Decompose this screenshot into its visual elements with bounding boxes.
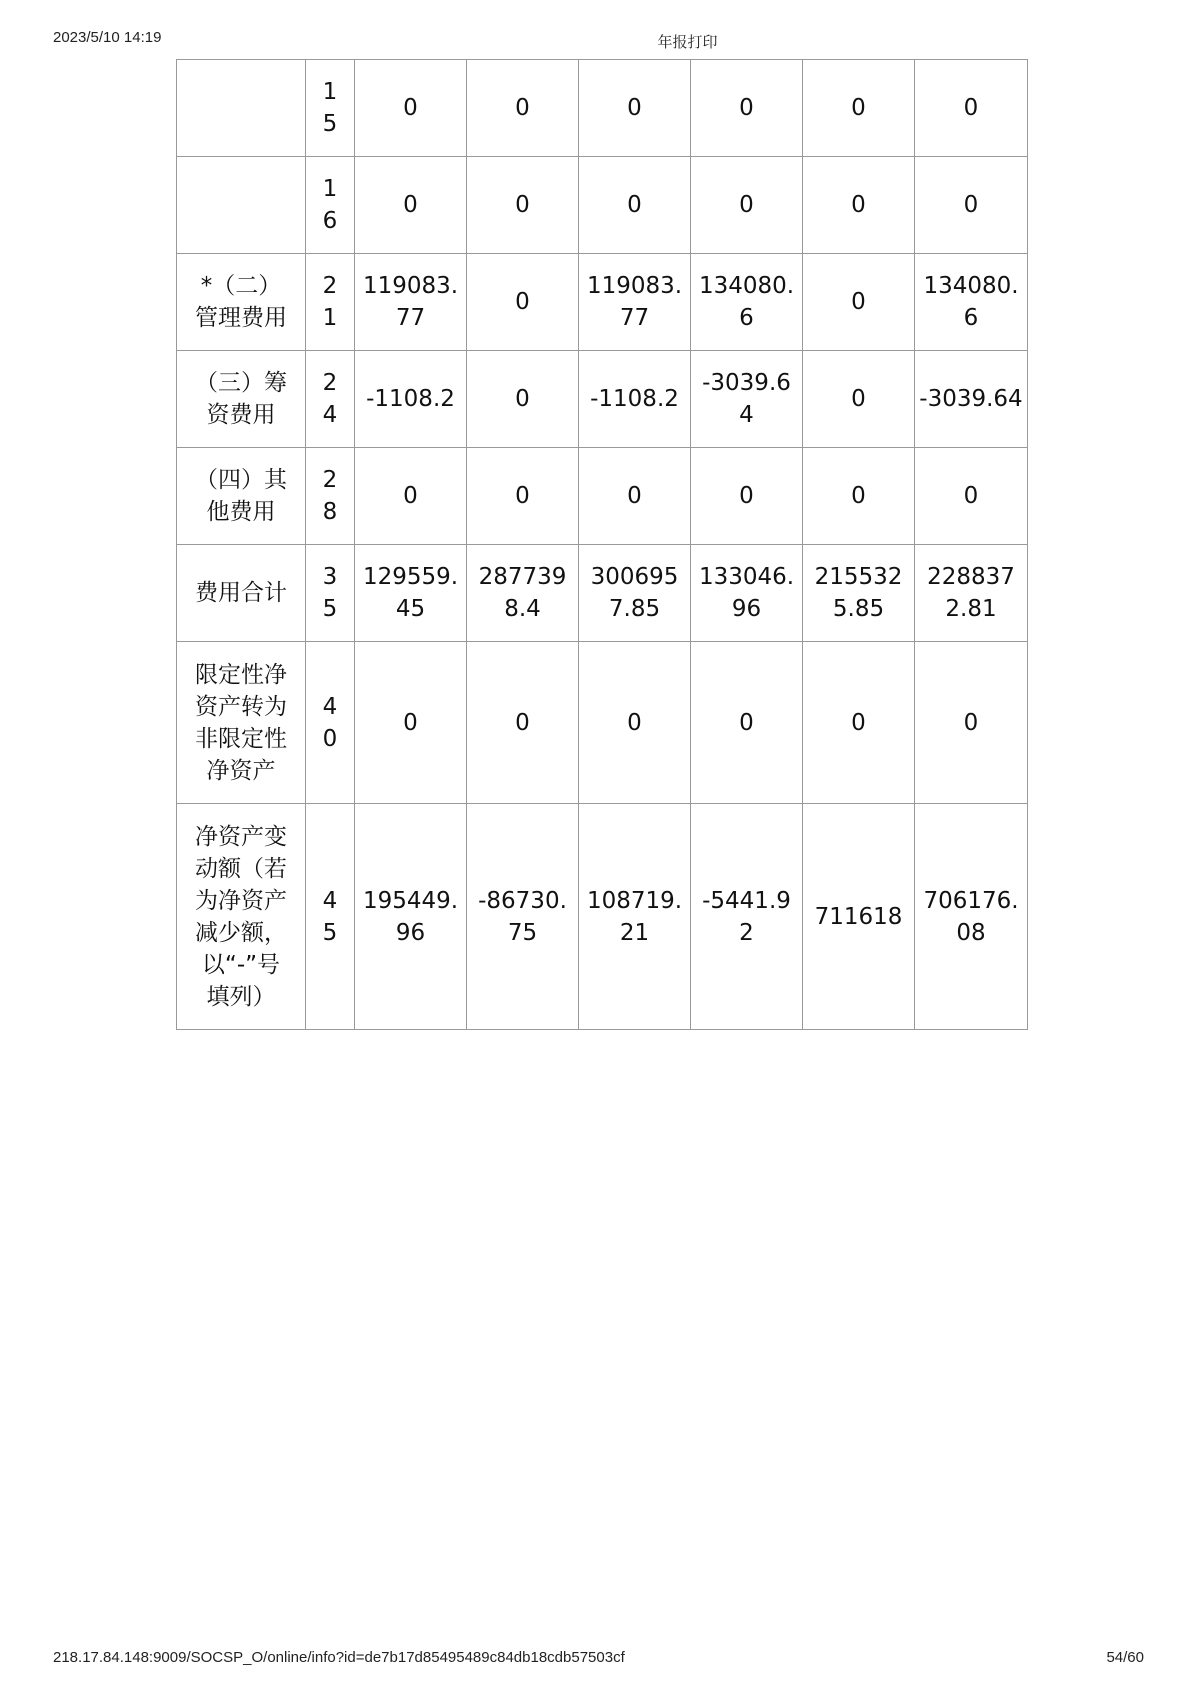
page-number: 54/60 <box>1106 1649 1144 1666</box>
value-cell: 0 <box>691 448 803 545</box>
value-cell: 0 <box>467 448 579 545</box>
value-cell: 0 <box>803 254 915 351</box>
value-cell: 0 <box>467 642 579 804</box>
value-cell: 0 <box>691 157 803 254</box>
value-cell: 0 <box>467 254 579 351</box>
row-number: 35 <box>306 545 355 642</box>
value-cell: 108719.21 <box>579 804 691 1030</box>
value-cell: 0 <box>355 157 467 254</box>
value-cell: 0 <box>915 642 1028 804</box>
value-cell: 134080.6 <box>691 254 803 351</box>
table-row <box>177 254 1028 351</box>
value-cell: 119083.77 <box>579 254 691 351</box>
document-title: 年报打印 <box>657 33 718 51</box>
row-name: （四）其他费用 <box>177 448 306 545</box>
value-cell: -1108.2 <box>579 351 691 448</box>
value-cell: 711618 <box>803 804 915 1030</box>
row-name: 净资产变动额（若为净资产减少额，以“-”号填列） <box>177 804 306 1030</box>
table-row <box>177 804 1028 1030</box>
value-cell: 119083.77 <box>355 254 467 351</box>
value-cell: 0 <box>691 60 803 157</box>
value-cell: 129559.45 <box>355 545 467 642</box>
value-cell: 0 <box>355 60 467 157</box>
table-row <box>177 157 1028 254</box>
value-cell: 0 <box>915 60 1028 157</box>
row-number: 45 <box>306 804 355 1030</box>
value-cell: 0 <box>803 351 915 448</box>
value-cell: 0 <box>803 157 915 254</box>
row-number: 21 <box>306 254 355 351</box>
value-cell: 2877398.4 <box>467 545 579 642</box>
value-cell: 0 <box>803 448 915 545</box>
value-cell: 0 <box>467 60 579 157</box>
value-cell: 0 <box>691 642 803 804</box>
row-name: 费用合计 <box>177 545 306 642</box>
table-row <box>177 642 1028 804</box>
value-cell: 2288372.81 <box>915 545 1028 642</box>
row-number: 40 <box>306 642 355 804</box>
row-name: （三）筹资费用 <box>177 351 306 448</box>
row-number: 24 <box>306 351 355 448</box>
value-cell: -3039.64 <box>915 351 1028 448</box>
row-name <box>177 60 306 157</box>
value-cell: 0 <box>579 448 691 545</box>
value-cell: 134080.6 <box>915 254 1028 351</box>
value-cell: -86730.75 <box>467 804 579 1030</box>
value-cell: 0 <box>803 642 915 804</box>
value-cell: 0 <box>579 642 691 804</box>
value-cell: -1108.2 <box>355 351 467 448</box>
value-cell: 2155325.85 <box>803 545 915 642</box>
row-number: 28 <box>306 448 355 545</box>
row-number: 16 <box>306 157 355 254</box>
table-row <box>177 545 1028 642</box>
value-cell: 0 <box>467 351 579 448</box>
row-name <box>177 157 306 254</box>
value-cell: 0 <box>355 448 467 545</box>
value-cell: 0 <box>915 157 1028 254</box>
value-cell: 0 <box>915 448 1028 545</box>
table-row <box>177 448 1028 545</box>
value-cell: 133046.96 <box>691 545 803 642</box>
value-cell: 0 <box>579 157 691 254</box>
row-number: 15 <box>306 60 355 157</box>
table-row <box>177 351 1028 448</box>
value-cell: 706176.08 <box>915 804 1028 1030</box>
table-row <box>177 60 1028 157</box>
value-cell: -3039.64 <box>691 351 803 448</box>
value-cell: 0 <box>355 642 467 804</box>
row-name: 限定性净资产转为非限定性净资产 <box>177 642 306 804</box>
value-cell: -5441.92 <box>691 804 803 1030</box>
value-cell: 195449.96 <box>355 804 467 1030</box>
value-cell: 3006957.85 <box>579 545 691 642</box>
page-url: 218.17.84.148:9009/SOCSP_O/online/info?id=de7b17d85495489c84db18cdb57503cf <box>53 1649 625 1666</box>
annual-report-table <box>176 59 1028 1030</box>
row-name: *（二）管理费用 <box>177 254 306 351</box>
value-cell: 0 <box>803 60 915 157</box>
value-cell: 0 <box>579 60 691 157</box>
value-cell: 0 <box>467 157 579 254</box>
print-datetime: 2023/5/10 14:19 <box>53 29 162 46</box>
